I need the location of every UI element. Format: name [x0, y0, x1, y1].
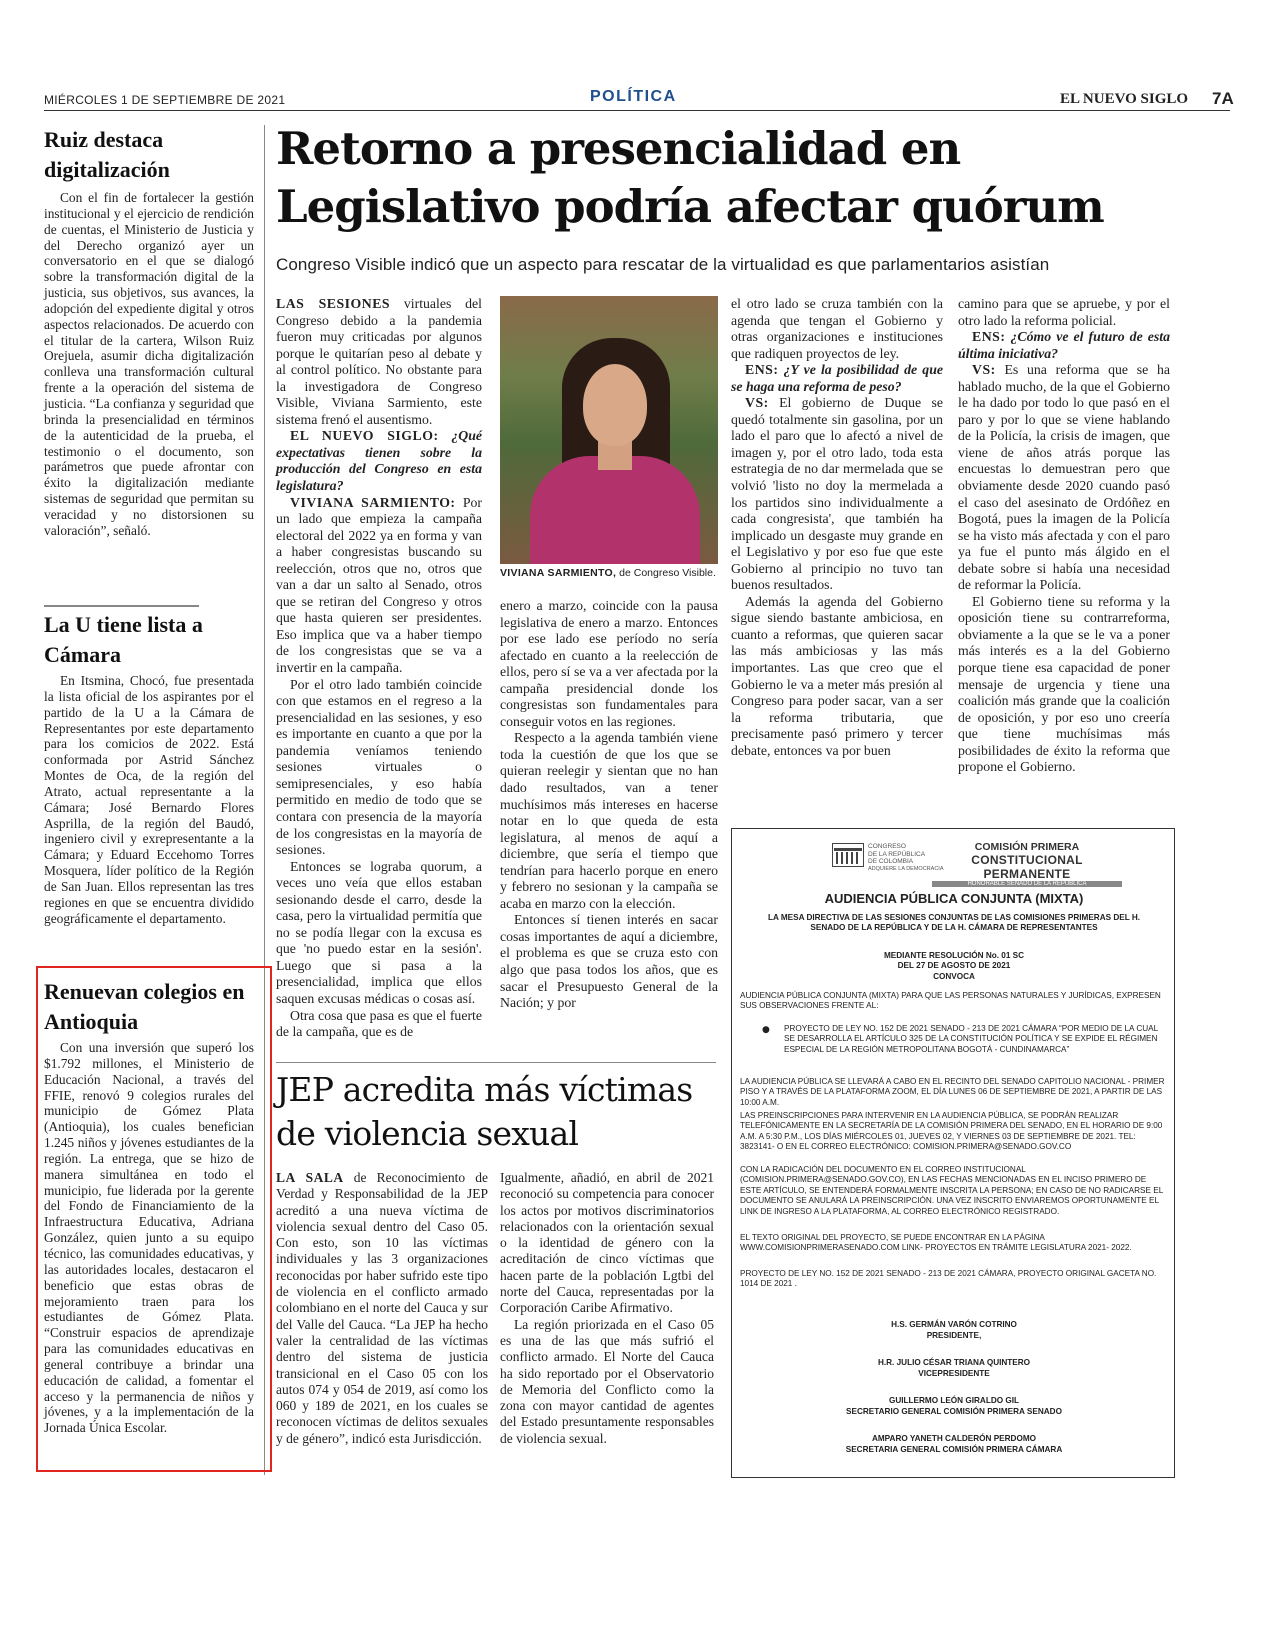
q2-label: ENS: — [745, 362, 779, 378]
page-number: 7A — [1212, 89, 1234, 108]
jep-column-2 — [500, 1170, 714, 1447]
q3-text: ¿Cómo ve el futuro de esta última iniciativa? — [958, 329, 1170, 361]
sidebar-body-1: Con el fin de fortalecer la gestión institucional y el ejercicio de rendición de cuentas, el Ministerio de Justicia y del Derecho organizó ayer un conversatorio en el que se dialogó sobre la transformación digital de la justicia, sus objetivos, sus avances, la adopción del expediente digital y otros aspectos relacionados. De acuerdo con el titular de la cartera, Wilson Ruiz Orejuela, asumir dicha digitalización conlleva una transformación cultural frente a la operación del sistema de justicia. “La confianza y seguridad que brinda la presencialidad en términos de la autenticidad de la prueba, el testimonio o el documento, son parámetros que puede afrontar con éxito la digitalización mediante sistemas de seguridad que permitan su veracidad y no distorsionen su valoración”, señaló. — [44, 190, 254, 538]
notice-title: AUDIENCIA PÚBLICA CONJUNTA (MIXTA) — [824, 891, 1084, 906]
bullet-icon: ● — [762, 1025, 770, 1035]
col1-p2: Por el otro lado también coincide con que estamos en el regreso a la presencialidad en las sesiones, y eso es importante en cuanto a que por la pandemia veníamos teniendo sesiones virtuales o semipresenciales, y eso había permitido en medio de todo que se contara con presencia de la mayoría de los congresistas en la mayoría de sesiones. — [276, 676, 482, 858]
col2-p3: Entonces sí tienen interés en sacar cosas importantes de aquí a diciembre, el problema es que se cruza esto con algo que pasa todos los años, que es sacar el Presupuesto General de la Nación; y por — [500, 912, 718, 1011]
caption-text: de Congreso Visible. — [616, 567, 716, 579]
page-date: MIÉRCOLES 1 DE SEPTIEMBRE DE 2021 — [44, 93, 286, 107]
signatory-role: SECRETARIO GENERAL COMISIÓN PRIMERA SENADO — [846, 1407, 1062, 1416]
sidebar-headline-1: Ruiz destaca digitalización — [44, 127, 170, 182]
jep-lead-caps: LA SALA — [276, 1170, 344, 1185]
q3-label: ENS: — [972, 329, 1006, 345]
jep-col1-text: de Reconocimiento de Verdad y Responsabilidad de la JEP acreditó a una nueva víctima de violencia sexual dentro del Caso 05. Con esto, son 10 las víctimas individuales y las 3 organizaciones reconocidas por haber sufrido este tipo de violencia en el conflicto armado colombiano en el norte del Cauca y sur del Valle del Cauca. “La JEP ha hecho valer la centralidad de las víctimas dentro del sistema de justicia transicional en el Caso 05 con los autos 074 y 054 de 2019, así como los 060 y 189 de 2021, en los cuales se reconocen víctimas de delitos sexuales y de género”, indicó esta Jurisdicción. — [276, 1170, 488, 1446]
col1-p4: Otra cosa que pasa es que el fuerte de la campaña, que es de — [276, 1007, 482, 1040]
main-headline: Retorno a presencialidad en Legislativo podría afectar quórum — [276, 122, 1104, 233]
signatory-2 — [732, 1357, 1176, 1379]
notice-paragraph-3: CON LA RADICACIÓN DEL DOCUMENTO EN EL CORREO INSTITUCIONAL (COMISION.PRIMERA@SENADO.GOV.CO), EN LAS FECHAS MENCIONADAS EN EL INCISO PRIMERO DE ESTE ARTÍCULO, SE ENTENDERÁ FORMALMENTE INSCRITA LA PERSONA; EN CASO DE NO RADICARSE EL DOCUMENTO SE ANULARÁ LA PREINSCRIPCIÓN. UNA VEZ INSCRITO ENVIAREMOS OPORTUNAMENTE EL LINK DE INGRESO A LA PLATAFORMA, AL CORREO ELECTRÓNICO REGISTRADO. — [740, 1165, 1163, 1216]
q1-text: ¿Qué expectativas tienen sobre la producción del Congreso en esta legislatura? — [276, 428, 482, 494]
a3-text: Es una reforma que se ha hablado mucho, de la que el Gobierno le ha dado por todo lo que pasó en el paro y por lo que se viene hablando de la Policía, la crisis de imagen, que viene de años atrás porque las encuestas lo demuestran pero que obviamente desde 2020 cuando pasó el caso del asesinato de Ordóñez en Bogotá, pues la imagen de la Policía se ha visto más afectada y con el paro ya fue el punto más álgido en el debate sobre si había una necesidad de reformar la Policía. — [958, 362, 1170, 593]
signatory-name: H.R. JULIO CÉSAR TRIANA QUINTERO — [877, 1358, 1031, 1367]
logo-right-line-2: CONSTITUCIONAL PERMANENTE — [971, 853, 1083, 881]
signatory-3 — [732, 1395, 1176, 1417]
main-column-3 — [731, 296, 943, 759]
notice-paragraph-1: LA AUDIENCIA PÚBLICA SE LLEVARÁ A CABO EN EL RECINTO DEL SENADO CAPITOLIO NACIONAL - PRIMER PISO Y A TRAVÉS DE LA PLATAFORMA ZOOM, EL DÍA LUNES 06 DE SEPTIEMBRE DE 2021, A PARTIR DE LAS 10:00 A.M. — [740, 1077, 1165, 1107]
jep-headline: JEP acredita más víctimas de violencia sexual — [276, 1070, 693, 1153]
a2-label: VS: — [745, 395, 769, 411]
jep-column-1 — [276, 1170, 488, 1447]
resolution-line-1: MEDIANTE RESOLUCIÓN No. 01 SC — [883, 951, 1025, 960]
logo-right-line-3: HONORABLE SENADO DE LA REPÚBLICA — [932, 881, 1122, 887]
q1-label: EL NUEVO SIGLO: — [290, 428, 439, 444]
main-column-4 — [958, 296, 1170, 776]
resolution-line-2: DEL 27 DE AGOSTO DE 2021 — [897, 961, 1011, 971]
signatory-role: PRESIDENTE, — [926, 1331, 982, 1340]
signatory-role: VICEPRESIDENTE — [918, 1369, 990, 1378]
lead-caps: LAS SESIONES — [276, 296, 391, 311]
caption-name: VIVIANA SARMIENTO, — [500, 567, 617, 579]
main-column-2 — [500, 598, 718, 1012]
main-column-1 — [276, 296, 482, 1041]
logo-left-line-4: ADQUIERE LA DEMOCRACIA — [868, 865, 944, 872]
sidebar-headline-3: Renuevan colegios en Antioquia — [44, 979, 245, 1034]
jep-col2-p2: La región priorizada en el Caso 05 es una de las que más sufrió el conflicto armado. El Norte del Cauca ha sido reportado por el Observatorio de Memoria del Conflicto como la zona con mayor cantidad de agentes del Estado presuntamente responsables de violencia sexual. — [500, 1316, 714, 1446]
newspaper-name: EL NUEVO SIGLO — [1060, 91, 1189, 107]
main-deck: Congreso Visible indicó que un aspecto para rescatar de la virtualidad es que parlamentarios asistían — [276, 255, 1050, 274]
logo-right-line-1: COMISIÓN PRIMERA — [974, 841, 1080, 853]
header-rule — [44, 110, 1230, 111]
jep-top-rule — [276, 1062, 716, 1063]
jep-col2-p1: Igualmente, añadió, en abril de 2021 reconoció su competencia para conocer los actos por motivos discriminatorios relacionados con la orientación sexual o la identidad de género con la acreditación de cinco víctimas que hacen parte de la población Lgtbi del norte del Cauca, representadas por la Corporación Caribe Afirmativo. — [500, 1170, 714, 1316]
col2-p1: enero a marzo, coincide con la pausa legislativa de enero a marzo. Entonces por ese lado ese período no sería afectado en cuanto a la reelección de ellos, pero sí se va a ver afectada por la campaña presidencial donde los congresistas son fundamentales para conseguir votos en las regiones. — [500, 598, 718, 729]
resolution-block — [752, 951, 1156, 982]
notice-intro: AUDIENCIA PÚBLICA CONJUNTA (MIXTA) PARA QUE LAS PERSONAS NATURALES Y JURÍDICAS, EXPRESEN SUS OBSERVACIONES FRENTE AL: — [740, 991, 1161, 1011]
signatory-name: GUILLERMO LEÓN GIRALDO GIL — [888, 1396, 1020, 1405]
resolution-line-3: CONVOCA — [933, 971, 975, 981]
col1-p3: Entonces se lograba quorum, a veces uno veía que ellos estaban sesionando desde el carro, desde la casa, pero la virtualidad permitía que no se podía llegar con la excusa es que 'no puedo estar en la sesión'. Luego que si pasa a la presencialidad, implica que ellos saquen excusas médicas o cosas así. — [276, 858, 482, 1006]
a1-text: Por un lado que empieza la campaña electoral del 2022 ya en forma y van a haber congresistas buscando su reelección, otros que no, otros que van a dar un salto al Senado, otros que se retiran del Congreso y otros que hasta quieren ser presidentes. Eso implica que va a haber tiempo de los congresistas que se va a invertir en la campaña. — [276, 494, 482, 676]
a2-text: El gobierno de Duque se quedó totalmente sin gasolina, por un lado el paro que lo afectó a nivel de imagen y, por el otro lado, toda esta estrategia de no dar mermelada que se volvió 'listo no doy la mermelada a los partidos sino individualmente a cada congresista', que también ha implicado un desgaste muy grande en el Legislativo y por eso fue que este Gobierno al principio no tuvo tan buenos resultados. — [731, 395, 943, 593]
sidebar-body-2: En Itsmina, Chocó, fue presentada la lista oficial de los aspirantes por el partido de la U a la Cámara de Representantes por este departamento para los comicios de 2022. Está conformada por Astrid Sánchez Montes de Oca, de la región del Atrato, actual representante a la Cámara; José Bernardo Flores Asprilla, de la región del Baudó, ingeniero civil y exrepresentante a la Cámara; y Eduard Eccehomo Torres Mosquera, líder político de la Región de San Juan. Ellos representan las tres regiones en que se encuentra dividido geográficamente el departamento. — [44, 673, 254, 926]
portrait-photo — [500, 296, 718, 564]
logo-left-line-2: DE LA REPÚBLICA — [868, 850, 926, 858]
col2-p2: Respecto a la agenda también viene toda la cuestión de que los que se quieran reelegir y sientan que no han dado resultados, van a tener muchísimos más intereses en hacerse notar en lo que queda de esta legislatura, al menos de aquí a diciembre, que sería el tiempo que tendrían para hacerlo porque en enero y febrero no sesionan y la campaña se acaba en marzo con la elección. — [500, 730, 718, 911]
logo-left-line-3: DE COLOMBIA — [868, 858, 914, 865]
notice-paragraph-5: PROYECTO DE LEY NO. 152 DE 2021 SENADO - 213 DE 2021 CÁMARA, PROYECTO ORIGINAL GACETA NO. 1014 DE 2021 . — [740, 1269, 1157, 1289]
col4-p2: El Gobierno tiene su reforma y la oposición tiene su contrarreforma, obviamente a la que se le va a poner más interés es a la del Gobierno porque tiene esa capacidad de poner mensaje de urgencia y tiene una coalición más grande que la coalición de oposición, y por eso uno creería que tiene muchísimas más posibilidades de éxito la reforma que propone el Gobierno. — [958, 593, 1170, 775]
sidebar-separator-1 — [44, 605, 199, 607]
notice-paragraph-4: EL TEXTO ORIGINAL DEL PROYECTO, SE PUEDE ENCONTRAR EN LA PÁGINA WWW.COMISIONPRIMERASENADO.COM LINK- PROYECTOS EN TRÁMITE LEGISLATURA 2021- 2022. — [740, 1233, 1132, 1253]
col3-p1: el otro lado se cruza también con la agenda que tengan el Gobierno y otras organizaciones e instituciones que radiquen proyectos de ley. — [731, 296, 943, 361]
sidebar-body-3: Con una inversión que superó los $1.792 millones, el Ministerio de Educación Nacional, a través del FFIE, renovó 9 colegios rurales del municipio de Gómez Plata (Antioquia), los cuales benefician 1.245 niños y jóvenes estudiantes de la región. La entrega, que se hizo de manera simultánea en todo el municipio, fue liderada por la gerente del Fondo de Financiamiento de la Infraestructura Educativa, Adriana González, quien junto a su equipo técnico, las comunidades educativas, y las autoridades locales, destacaron el beneficio que estas obras de mejoramiento traen para los estudiantes de Gómez Plata. “Construir espacios de aprendizaje para las comunidades educativas en general contribuye a brindar una educación de calidad, a fomentar el acceso y la permanencia de niños y jóvenes, y a la implementación de la Jornada Única Escolar. — [44, 1040, 254, 1436]
a1-label: VIVIANA SARMIENTO: — [290, 494, 456, 510]
notice-paragraph-2: LAS PREINSCRIPCIONES PARA INTERVENIR EN LA AUDIENCIA PÚBLICA, SE PODRÁN REALIZAR TELEFÓNICAMENTE EN LA SECRETARÍA DE LA COMISIÓN PRIMERA DEL SENADO, EN EL HORARIO DE 9:00 A.M. A 5:30 P.M., LOS DÍAS MIÉRCOLES 01, JUEVES 02, Y VIERNES 03 DE SEPTIEMBRE DE 2021. TEL: 3823141- O EN EL CORREO ELECTRÓNICO: COMISION.PRIMERA@SENADO.GOV.CO — [740, 1111, 1163, 1152]
notice-subtitle: LA MESA DIRECTIVA DE LAS SESIONES CONJUNTAS DE LAS COMISIONES PRIMERAS DEL H. SENADO DE LA REPÚBLICA Y DE LA H. CÁMARA DE REPRESENTANTES — [767, 913, 1141, 933]
notice-bullet: PROYECTO DE LEY NO. 152 DE 2021 SENADO - 213 DE 2021 CÁMARA “POR MEDIO DE LA CUAL SE DESARROLLA EL ARTÍCULO 325 DE LA CONSTITUCIÓN POLÍTICA Y SE EXPIDE EL RÉGIMEN ESPECIAL DE LA REGIÓN METROPOLITANA BOGOTÁ - CUNDINAMARCA” — [784, 1024, 1158, 1054]
signatory-name: AMPARO YANETH CALDERÓN PERDOMO — [871, 1434, 1037, 1443]
section-name: POLÍTICA — [590, 88, 677, 105]
col4-p1: camino para que se apruebe, y por el otro lado la reforma policial. — [958, 296, 1170, 328]
q2-text: ¿Y ve la posibilidad de que se haga una reforma de peso? — [731, 362, 943, 394]
sidebar-headline-2: La U tiene lista a Cámara — [44, 612, 203, 667]
signatory-name: H.S. GERMÁN VARÓN COTRINO — [891, 1320, 1017, 1329]
col1-p1: virtuales del Congreso debido a la pandemia fueron muy criticadas por algunos porque le quitarían peso al debate y al control político. No obstante para la investigadora de Congreso Visible, Viviana Sarmiento, este sistema frenó el ausentismo. — [276, 296, 483, 427]
logo-left-line-1: CONGRESO — [868, 843, 906, 850]
signatory-1 — [732, 1319, 1176, 1341]
a3-label: VS: — [972, 362, 996, 378]
capitol-icon — [832, 843, 864, 867]
legal-notice — [731, 828, 1175, 1478]
photo-caption — [500, 566, 718, 580]
commission-logo — [932, 841, 1122, 887]
signatory-role: SECRETARIA GENERAL COMISIÓN PRIMERA CÁMARA — [845, 1445, 1063, 1454]
signatory-4 — [732, 1433, 1176, 1455]
col3-p2: Además la agenda del Gobierno sigue siendo bastante ambiciosa, en cuanto a reformas, que quieren sacar las más ambiciosas y las más importantes. Las que creo que el Gobierno le va a meter más presión al Congreso para poder sacar, van a ser la reforma tributaria, que precisamente pasó primero y tercer debate, entonces va por buen — [731, 593, 943, 758]
